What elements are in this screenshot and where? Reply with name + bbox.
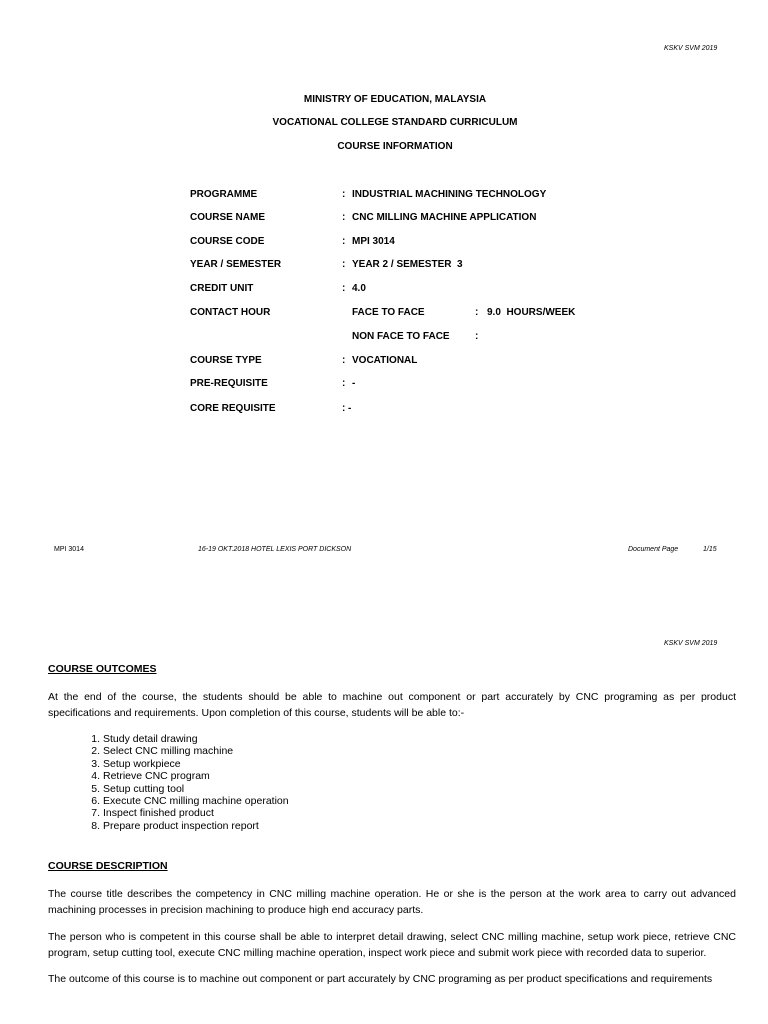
footer-course-code: MPI 3014	[54, 546, 84, 553]
credit-unit-colon: :	[342, 283, 346, 294]
course-description-heading: COURSE DESCRIPTION	[48, 860, 168, 872]
page2-header-code: KSKV SVM 2019	[664, 640, 718, 647]
description-paragraph-3: The outcome of this course is to machine out component or part accurately by CNC programing as per product specifications and requirements	[48, 973, 713, 985]
list-item: 8. Prepare product inspection report	[91, 819, 259, 832]
pre-requisite-value: -	[352, 378, 356, 389]
programme-value: INDUSTRIAL MACHINING TECHNOLOGY	[352, 189, 547, 200]
course-information-title: COURSE INFORMATION	[337, 141, 453, 152]
ministry-title: MINISTRY OF EDUCATION, MALAYSIA	[303, 94, 487, 105]
course-type-colon: :	[342, 355, 346, 366]
list-item: 1. Study detail drawing	[91, 733, 198, 745]
list-item: 3. Setup workpiece	[91, 757, 181, 770]
pre-requisite-label: PRE-REQUISITE	[190, 378, 268, 389]
description-paragraph-1: The course title describes the competency in CNC milling machine operation. He or she is the person at the work area to carry out advanced machining processes in precision machining to produce high end accuracy parts.	[48, 888, 736, 916]
course-code-colon: :	[342, 236, 346, 247]
course-name-value: CNC MILLING MACHINE APPLICATION	[352, 212, 537, 223]
list-item: 6. Execute CNC milling machine operation	[91, 795, 289, 808]
programme-label: PROGRAMME	[190, 189, 258, 200]
credit-unit-value: 4.0	[352, 283, 366, 294]
year-semester-label: YEAR / SEMESTER	[190, 259, 282, 270]
outcomes-list	[48, 733, 289, 832]
course-name-colon: :	[342, 212, 346, 223]
face-to-face-value: 9.0 HOURS/WEEK	[487, 307, 576, 318]
description-paragraph-2: The person who is competent in this course shall be able to interpret detail drawing, select CNC milling machine, setup work piece, retrieve CNC program, setup cutting tool, execute CNC milling machine operation, inspect work piece and submit work piece with recorded data to superior.	[48, 931, 736, 959]
course-code-label: COURSE CODE	[190, 236, 265, 247]
course-name-label: COURSE NAME	[190, 212, 266, 223]
course-type-label: COURSE TYPE	[190, 355, 262, 366]
non-face-to-face-label: NON FACE TO FACE	[352, 331, 450, 342]
contact-hour-label: CONTACT HOUR	[190, 307, 271, 318]
non-face-to-face-colon: :	[475, 331, 479, 342]
year-semester-colon: :	[342, 259, 346, 270]
list-item: 7. Inspect finished product	[91, 807, 214, 820]
list-item: 4. Retrieve CNC program	[91, 770, 210, 783]
face-to-face-label: FACE TO FACE	[352, 307, 425, 318]
core-requisite-colon: :	[342, 403, 346, 414]
programme-colon: :	[342, 189, 346, 200]
outcomes-intro: At the end of the course, the students should be able to machine out component or part accurately by CNC programing as per product specifications and requirements. Upon completion of this course, students will be able to:-	[48, 691, 736, 719]
course-outcomes-heading: COURSE OUTCOMES	[48, 663, 157, 675]
core-requisite-label: CORE REQUISITE	[190, 403, 276, 414]
course-code-value: MPI 3014	[352, 236, 395, 247]
year-semester-value: YEAR 2 / SEMESTER 3	[352, 259, 463, 270]
core-requisite-value: -	[348, 403, 352, 414]
page1-header-code: KSKV SVM 2019	[664, 45, 718, 52]
face-to-face-colon: :	[475, 307, 479, 318]
pre-requisite-colon: :	[342, 378, 346, 389]
curriculum-title: VOCATIONAL COLLEGE STANDARD CURRICULUM	[272, 117, 518, 128]
footer-event: 16-19 OKT.2018 HOTEL LEXIS PORT DICKSON	[198, 546, 352, 553]
course-type-value: VOCATIONAL	[352, 355, 418, 366]
footer-page-number: 1/15	[703, 546, 717, 553]
list-item: 5. Setup cutting tool	[91, 782, 185, 795]
list-item: 2. Select CNC milling machine	[91, 745, 234, 758]
credit-unit-label: CREDIT UNIT	[190, 283, 254, 294]
footer-page-label: Document Page	[628, 546, 679, 553]
